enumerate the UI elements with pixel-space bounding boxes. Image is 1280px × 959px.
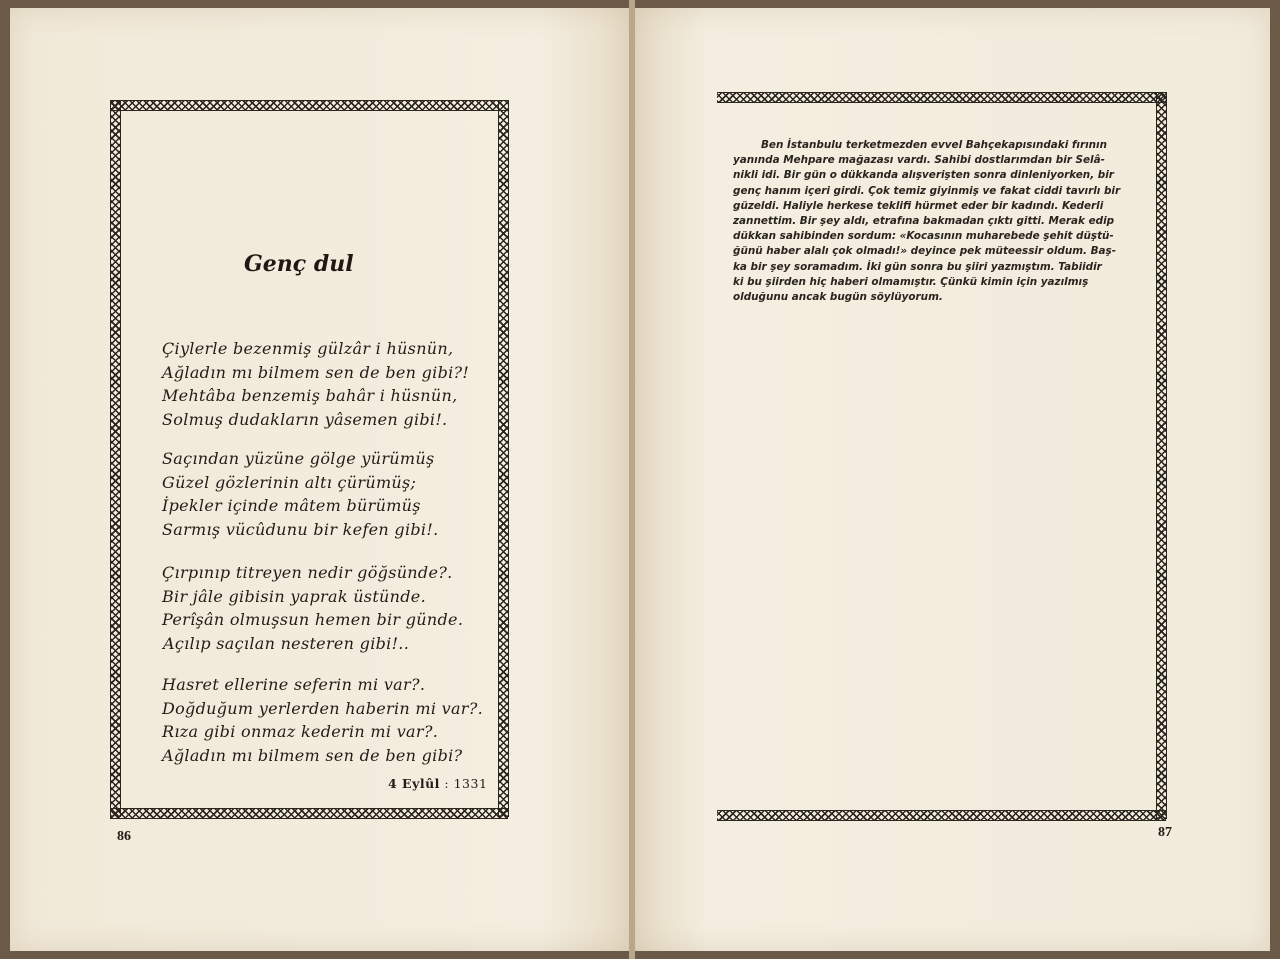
stanza-2: [162, 447, 438, 541]
poem-line: Güzel gözlerinin altı çürümüş;: [162, 472, 417, 492]
book-gutter: [629, 0, 635, 959]
page-number-right: 87: [1158, 825, 1172, 840]
right-frame-bottom: [717, 810, 1166, 821]
date-year: : 1331: [444, 776, 488, 791]
prose-line: nikli idi. Bir gün o dükkanda alışverişten sonra dinleniyorken, bir: [733, 169, 1114, 182]
poem-date: [388, 776, 487, 791]
date-day: 4 Eylûl: [388, 776, 440, 791]
left-frame-right: [498, 100, 509, 817]
poem-note: [733, 138, 1144, 305]
prose-line: dükkan sahibinden sordum: «Kocasının muharebede şehit düştü-: [733, 230, 1114, 243]
stanza-4: [162, 673, 483, 767]
prose-line: yanında Mehpare mağazası vardı. Sahibi dostlarımdan bir Selâ-: [733, 154, 1105, 167]
poem-line: Çiylerle bezenmiş gülzâr i hüsnün,: [162, 339, 454, 358]
prose-line: ka bir şey soramadım. İki gün sonra bu şiiri yazmıştım. Tabiidir: [733, 260, 1102, 273]
right-frame-right: [1156, 92, 1167, 819]
poem-line: Rıza gibi onmaz kederin mi var?.: [162, 722, 439, 741]
poem-line: Ağladın mı bilmem sen de ben gibi?!: [162, 362, 470, 382]
prose-line: Ben İstanbulu terketmezden evvel Bahçekapısındaki fırının: [761, 139, 1108, 151]
prose-line: genç hanım içeri girdi. Çok temiz giyinmiş ve fakat ciddi tavırlı bir: [733, 184, 1121, 197]
poem-line: İpekler içinde mâtem bürümüş: [162, 496, 421, 515]
prose-line: olduğunu ancak bugün söylüyorum.: [733, 291, 943, 304]
prose-line: ğünü haber alalı çok olmadı!» deyince pek müteessir oldum. Baş-: [733, 245, 1117, 258]
prose-line: ki bu şiirden hiç haberi olmamıştır. Çünkü kimin için yazılmış: [733, 275, 1089, 288]
right-frame-top: [717, 92, 1166, 103]
prose-line: güzeldi. Haliyle herkese teklifi hürmet eder bir kadındı. Kederli: [733, 199, 1104, 212]
poem-title: Genç dul: [244, 251, 354, 277]
poem-line: Hasret ellerine seferin mi var?.: [162, 675, 426, 694]
left-frame-left: [110, 100, 121, 817]
poem-line: Solmuş dudakların yâsemen gibi!.: [162, 409, 448, 429]
poem-line: Çırpınıp titreyen nedir göğsünde?.: [162, 563, 453, 582]
poem-line: Perîşân olmuşsun hemen bir günde.: [162, 610, 464, 629]
stanza-3: [162, 561, 463, 655]
poem-line: Açılıp saçılan nesteren gibi!..: [163, 633, 410, 653]
poem-line: Mehtâba benzemiş bahâr i hüsnün,: [162, 386, 458, 405]
poem-line: Saçından yüzüne gölge yürümüş: [162, 449, 435, 468]
stanza-1: [162, 337, 469, 431]
poem-line: Ağladın mı bilmem sen de ben gibi?: [162, 745, 463, 765]
page-number-left: 86: [117, 829, 131, 844]
poem-line: Bir jâle gibisin yaprak üstünde.: [162, 586, 426, 606]
left-frame-top: [110, 100, 508, 111]
prose-line: zannettim. Bir şey aldı, etrafına bakmadan çıktı gitti. Merak edip: [733, 215, 1115, 228]
poem-line: Doğduğum yerlerden haberin mi var?.: [162, 698, 484, 718]
poem-line: Sarmış vücûdunu bir kefen gibi!.: [162, 519, 439, 539]
left-frame-bottom: [110, 808, 508, 819]
